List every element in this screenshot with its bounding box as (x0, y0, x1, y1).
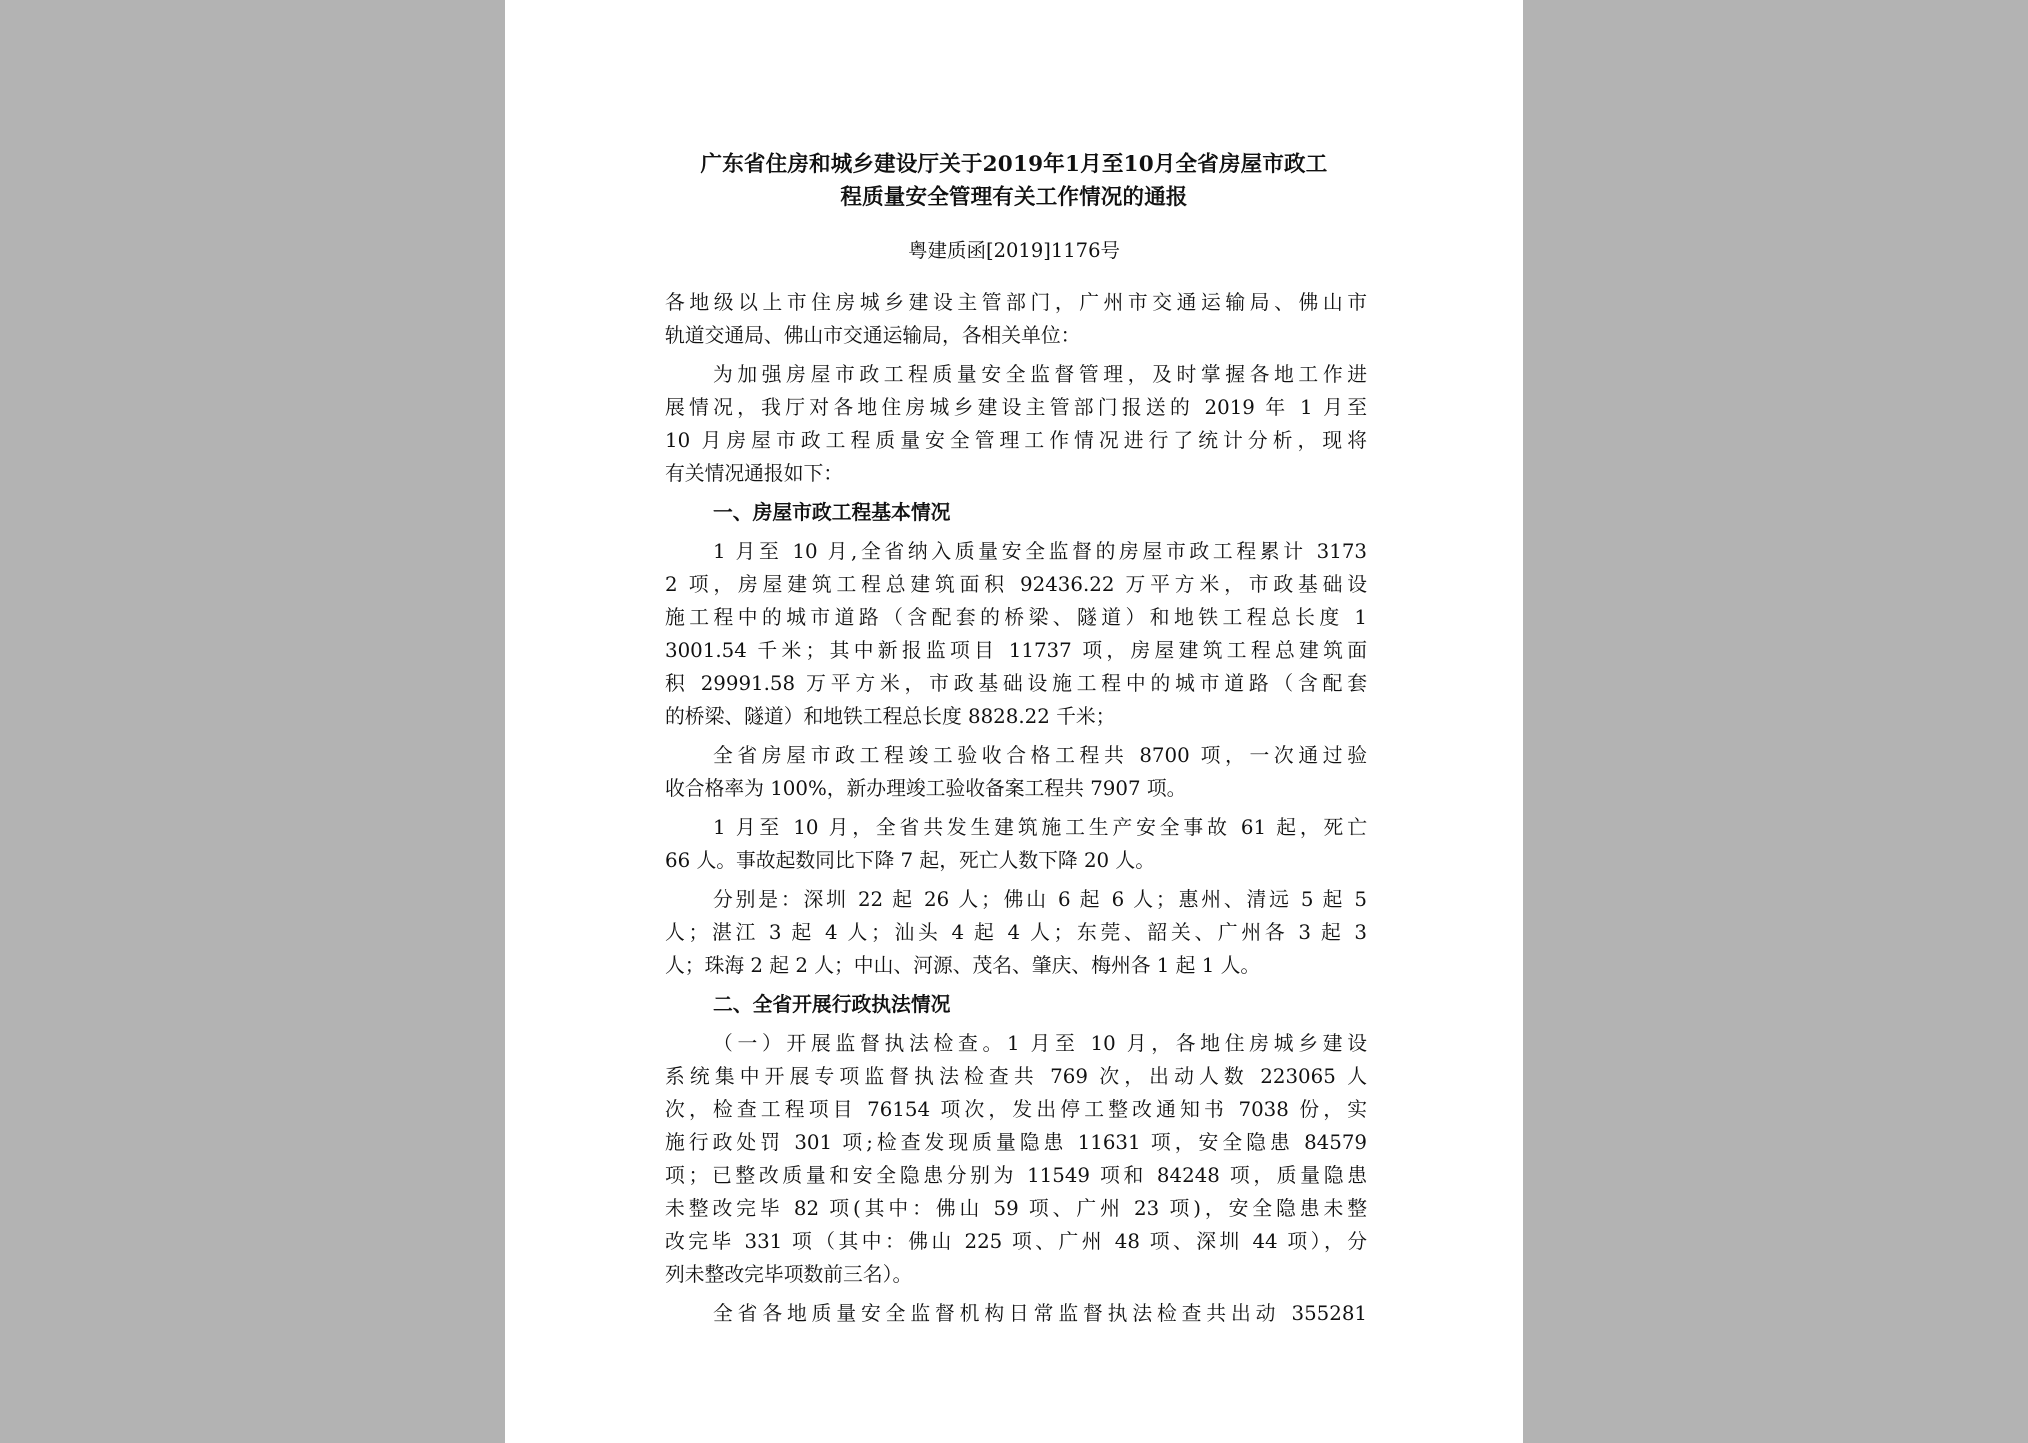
text-line: （一）开展监督执法检查。1 月至 10 月，各地住房城乡建设 (713, 1032, 1367, 1055)
text-line: 为加强房屋市政工程质量安全监督管理，及时掌握各地工作进 (713, 363, 1367, 386)
text-line: 收合格率为 100%，新办理竣工验收备案工程共 7907 项。 (665, 777, 1187, 800)
text-line: 项；已整改质量和安全隐患分别为 11549 项和 84248 项，质量隐患 (665, 1164, 1367, 1187)
text-line: 施工程中的城市道路（含配套的桥梁、隧道）和地铁工程总长度 1 (665, 606, 1367, 629)
text-line: 各地级以上市住房城乡建设主管部门，广州市交通运输局、佛山市 (665, 291, 1367, 314)
section-heading (665, 496, 1367, 529)
title-line: 广东省住房和城乡建设厅关于2019年1月至10月全省房屋市政工 (700, 152, 1328, 177)
paragraph (665, 883, 1367, 982)
text-line: 系统集中开展专项监督执法检查共 769 次，出动人数 223065 人 (665, 1065, 1367, 1088)
text-line: 3001.54 千米；其中新报监项目 11737 项，房屋建筑工程总建筑面 (665, 639, 1367, 662)
text-line: 有关情况通报如下： (665, 462, 844, 485)
text-line: 积 29991.58 万平方米，市政基础设施工程中的城市道路（含配套 (665, 672, 1367, 695)
document-title (545, 148, 1483, 214)
section-heading (665, 988, 1367, 1021)
text-line: 全省房屋市政工程竣工验收合格工程共 8700 项，一次通过验 (713, 744, 1367, 767)
text-line: 人；湛江 3 起 4 人；汕头 4 起 4 人；东莞、韶关、广州各 3 起 3 (665, 921, 1367, 944)
text-line: 1 月至 10 月，全省共发生建筑施工生产安全事故 61 起，死亡 (713, 816, 1367, 839)
text-line: 未整改完毕 82 项(其中：佛山 59 项、广州 23 项)，安全隐患未整 (665, 1197, 1367, 1220)
text-line: 分别是：深圳 22 起 26 人；佛山 6 起 6 人；惠州、清远 5 起 5 (713, 888, 1367, 911)
section-1-title: 一、房屋市政工程基本情况 (713, 500, 951, 524)
paragraph (665, 1027, 1367, 1291)
text-line: 展情况，我厅对各地住房城乡建设主管部门报送的 2019 年 1 月至 (665, 396, 1367, 419)
document-number: 粤建质函[2019]1176号 (908, 239, 1120, 262)
document-body (665, 286, 1367, 1336)
document-page (505, 0, 1523, 1443)
text-line: 66 人。事故起数同比下降 7 起，死亡人数下降 20 人。 (665, 849, 1155, 872)
section-2-title: 二、全省开展行政执法情况 (713, 992, 951, 1016)
text-line: 轨道交通局、佛山市交通运输局，各相关单位： (665, 324, 1081, 347)
paragraph (665, 1297, 1367, 1330)
intro-paragraph (665, 358, 1367, 490)
text-line: 次，检查工程项目 76154 项次，发出停工整改通知书 7038 份，实 (665, 1098, 1367, 1121)
paragraph (665, 811, 1367, 877)
text-line: 改完毕 331 项（其中：佛山 225 项、广州 48 项、深圳 44 项），分 (665, 1230, 1367, 1253)
paragraph (665, 535, 1367, 733)
text-line: 全省各地质量安全监督机构日常监督执法检查共出动 355281 (713, 1302, 1367, 1325)
title-line: 程质量安全管理有关工作情况的通报 (840, 185, 1188, 210)
text-line: 施行政处罚 301 项;检查发现质量隐患 11631 项，安全隐患 84579 (665, 1131, 1367, 1154)
salutation (665, 286, 1367, 352)
text-line: 的桥梁、隧道）和地铁工程总长度 8828.22 千米； (665, 705, 1116, 728)
text-line: 1 月至 10 月,全省纳入质量安全监督的房屋市政工程累计 3173 (713, 540, 1367, 563)
paragraph (665, 739, 1367, 805)
text-line: 列未整改完毕项数前三名）。 (665, 1263, 913, 1286)
text-line: 2 项，房屋建筑工程总建筑面积 92436.22 万平方米，市政基础设 (665, 573, 1367, 596)
text-line: 人；珠海 2 起 2 人；中山、河源、茂名、肇庆、梅州各 1 起 1 人。 (665, 954, 1261, 977)
text-line: 10 月房屋市政工程质量安全管理工作情况进行了统计分析，现将 (665, 429, 1367, 452)
